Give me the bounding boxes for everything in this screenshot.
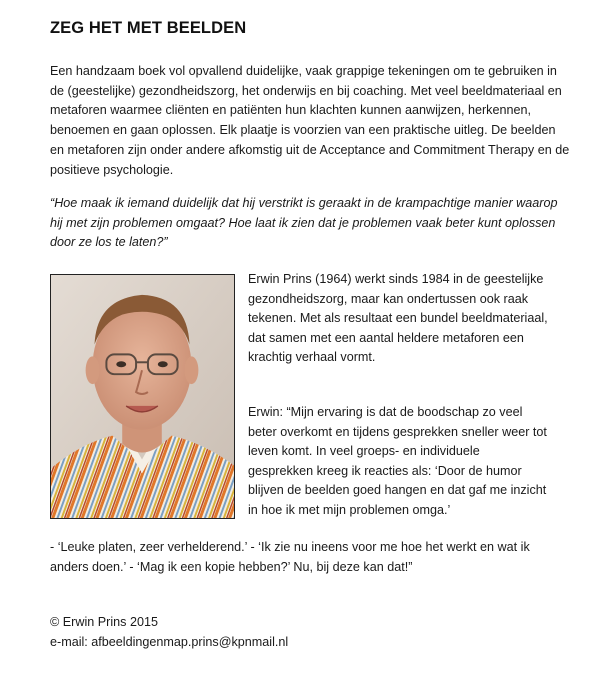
contact-email[interactable]: e-mail: afbeeldingenmap.prins@kpnmail.nl <box>50 634 289 649</box>
page-title: ZEG HET MET BEELDEN <box>50 19 247 37</box>
copyright-notice: © Erwin Prins 2015 <box>50 615 158 629</box>
author-photo <box>50 274 235 519</box>
reader-reviews: - ‘Leuke platen, zeer verhelderend.’ - ‘Ik zie nu ineens voor me hoe het werkt en wat ik anders doen.’ - ‘Mag ik een kopie hebben?’ Nu, bij deze kan dat!” <box>50 540 530 574</box>
author-bio: Erwin Prins (1964) werkt sinds 1984 in de geestelijke gezondheidszorg, maar kan ondertussen ook raak tekenen. Met als resultaat een bundel beeldmateriaal, dat samen met een aantal heldere metaforen een krachtig verhaal vormt. <box>248 272 548 364</box>
author-quote: Erwin: “Mijn ervaring is dat de boodschap zo veel beter overkomt en tijdens gesprekken sneller weer tot leven komt. In veel groeps- en individuele gesprekken kreeg ik reacties als: ‘Door de humor blijven de beelden goed hangen en dat gaf me inzicht in hoe ik met mijn problemen omga.’ <box>248 405 547 517</box>
intro-paragraph: Een handzaam boek vol opvallend duidelijke, vaak grappige tekeningen om te gebruiken in de (geestelijke) gezondheidszorg, het onderwijs en bij coaching. Met veel beeldmateriaal en metaforen waarmee cliënten en patiënten hun klachten kunnen aanwijzen, herkennen, benoemen en gaan oplossen. Elk plaatje is voorzien van een praktische uitleg. De beelden en metaforen zijn onder andere afkomstig uit de Acceptance and Commitment Therapy en de positieve psychologie. <box>50 64 570 177</box>
author-portrait-image <box>51 275 234 518</box>
footer <box>50 613 288 652</box>
quote-paragraph: “Hoe maak ik iemand duidelijk dat hij verstrikt is geraakt in de krampachtige manier waarop hij met zijn problemen omgaat? Hoe laat ik zien dat je problemen vaak beter kunt oplossen door ze los te laten?” <box>50 196 558 250</box>
